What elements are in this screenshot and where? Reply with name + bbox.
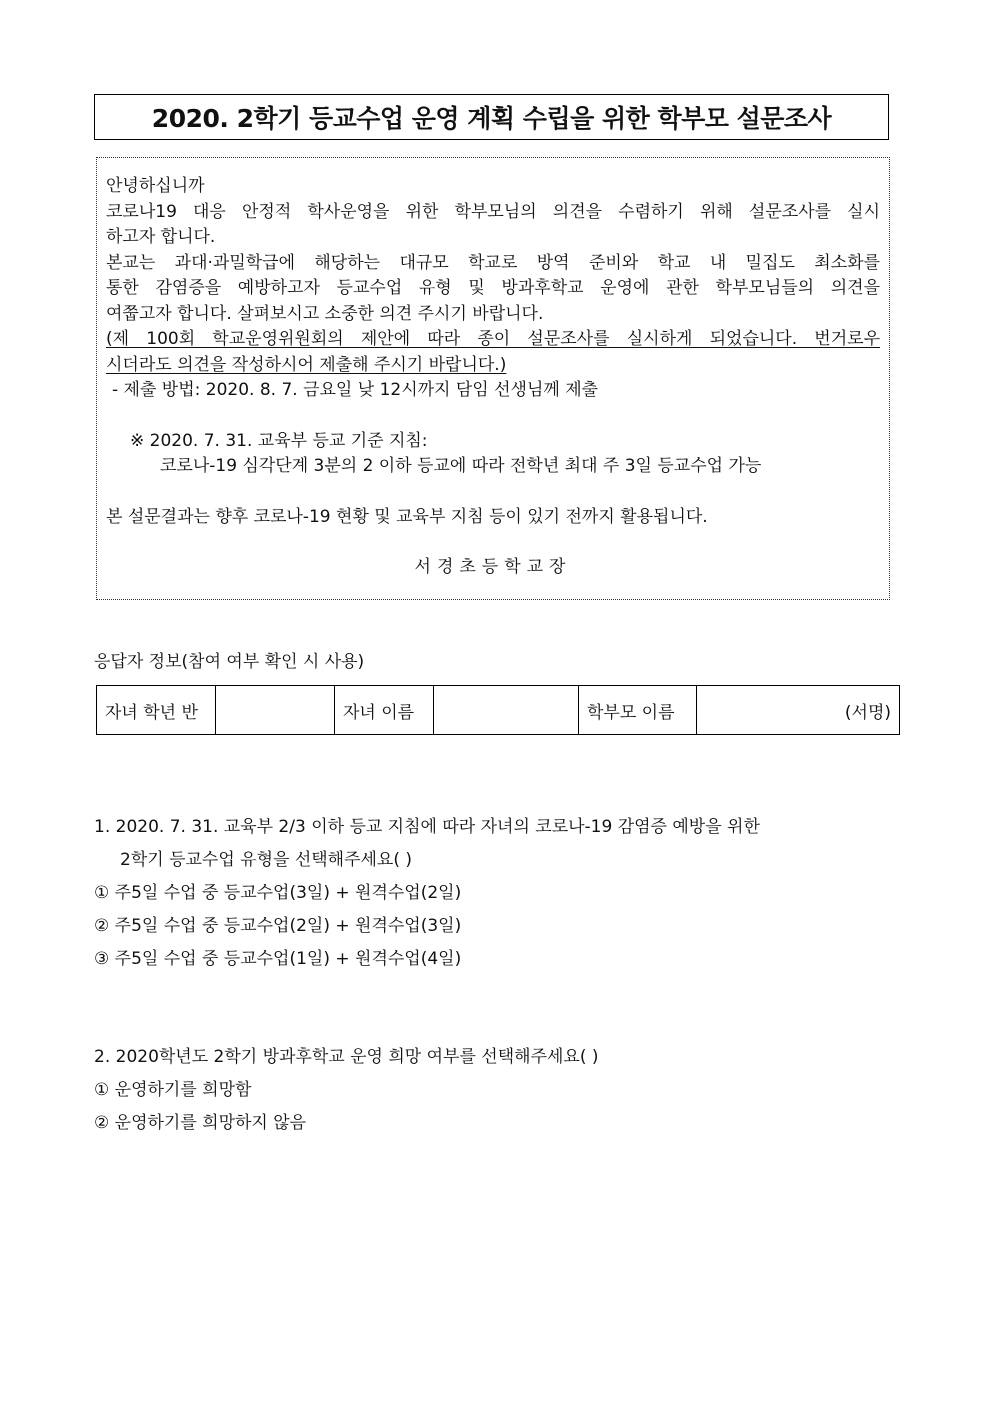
respondent-info-label: 응답자 정보(참여 여부 확인 시 사용) <box>94 652 365 672</box>
notice-para2-line2: 통한 감염증을 예방하고자 등교수업 유형 및 방과후학교 운영에 관한 학부모님들의 의견을 <box>106 278 880 298</box>
grade-class-field[interactable] <box>216 686 335 735</box>
parent-name-label: 학부모 이름 <box>579 686 697 735</box>
notice-para1-line2: 하고자 합니다. <box>106 227 216 247</box>
title-box <box>94 94 889 140</box>
greeting: 안녕하십니까 <box>106 176 205 196</box>
submission-method: - 제출 방법: 2020. 8. 7. 금요일 낮 12시까지 담임 선생님께 제출 <box>112 380 599 400</box>
grade-class-label: 자녀 학년 반 <box>97 686 216 735</box>
question-1-option-2[interactable]: ② 주5일 수업 중 등교수업(2일) + 원격수업(3일) <box>94 916 462 936</box>
question-1-text-line1: 1. 2020. 7. 31. 교육부 2/3 이하 등교 지침에 따라 자녀의 코로나-19 감염증 예방을 위한 <box>94 817 760 837</box>
document-title: 2020. 2학기 등교수업 운영 계획 수립을 위한 학부모 설문조사 <box>151 104 832 133</box>
notice-underline-line1: (제 100회 학교운영위원회의 제안에 따라 종이 설문조사를 실시하게 되었습니다. 번거로우 <box>106 329 880 349</box>
notice-para2-line3: 여쭙고자 합니다. 살펴보시고 소중한 의견 주시기 바랍니다. <box>106 303 544 324</box>
principal-signature: 서경초등학교장 <box>414 557 572 577</box>
guideline-title: ※ 2020. 7. 31. 교육부 등교 기준 지침: <box>130 430 428 451</box>
child-name-label: 자녀 이름 <box>335 686 434 735</box>
question-2-text: 2. 2020학년도 2학기 방과후학교 운영 희망 여부를 선택해주세요( ) <box>94 1047 599 1067</box>
table-row <box>97 686 900 735</box>
spacer <box>106 404 880 429</box>
notice-para1-line1: 코로나19 대응 안정적 학사운영을 위한 학부모님의 의견을 수렴하기 위해 설문조사를 실시 <box>106 201 880 222</box>
usage-note: 본 설문결과는 향후 코로나-19 현황 및 교육부 지침 등이 있기 전까지 활용됩니다. <box>106 506 708 527</box>
notice-para2-line1: 본교는 과대·과밀학급에 해당하는 대규모 학교로 방역 준비와 학교 내 밀집도 최소화를 <box>106 252 880 273</box>
question-1 <box>94 811 760 976</box>
question-2-option-2[interactable]: ② 운영하기를 희망하지 않음 <box>94 1113 307 1133</box>
notice-underline-line2: 시더라도 의견을 작성하시어 제출해 주시기 바랍니다.) <box>106 354 507 375</box>
spacer <box>106 480 880 505</box>
guideline-body: 코로나-19 심각단계 3분의 2 이하 등교에 따라 전학년 최대 주 3일 등교수업 가능 <box>160 456 762 476</box>
question-1-text-line2: 2학기 등교수업 유형을 선택해주세요( ) <box>120 850 413 870</box>
child-name-field[interactable] <box>434 686 579 735</box>
respondent-info-table <box>96 685 900 735</box>
question-1-option-1[interactable]: ① 주5일 수업 중 등교수업(3일) + 원격수업(2일) <box>94 883 462 903</box>
question-2 <box>94 1041 599 1140</box>
spacer <box>106 530 880 555</box>
notice-box <box>96 157 890 600</box>
question-2-option-1[interactable]: ① 운영하기를 희망함 <box>94 1080 252 1100</box>
parent-name-field[interactable]: (서명) <box>697 686 900 735</box>
question-1-option-3[interactable]: ③ 주5일 수업 중 등교수업(1일) + 원격수업(4일) <box>94 949 462 969</box>
